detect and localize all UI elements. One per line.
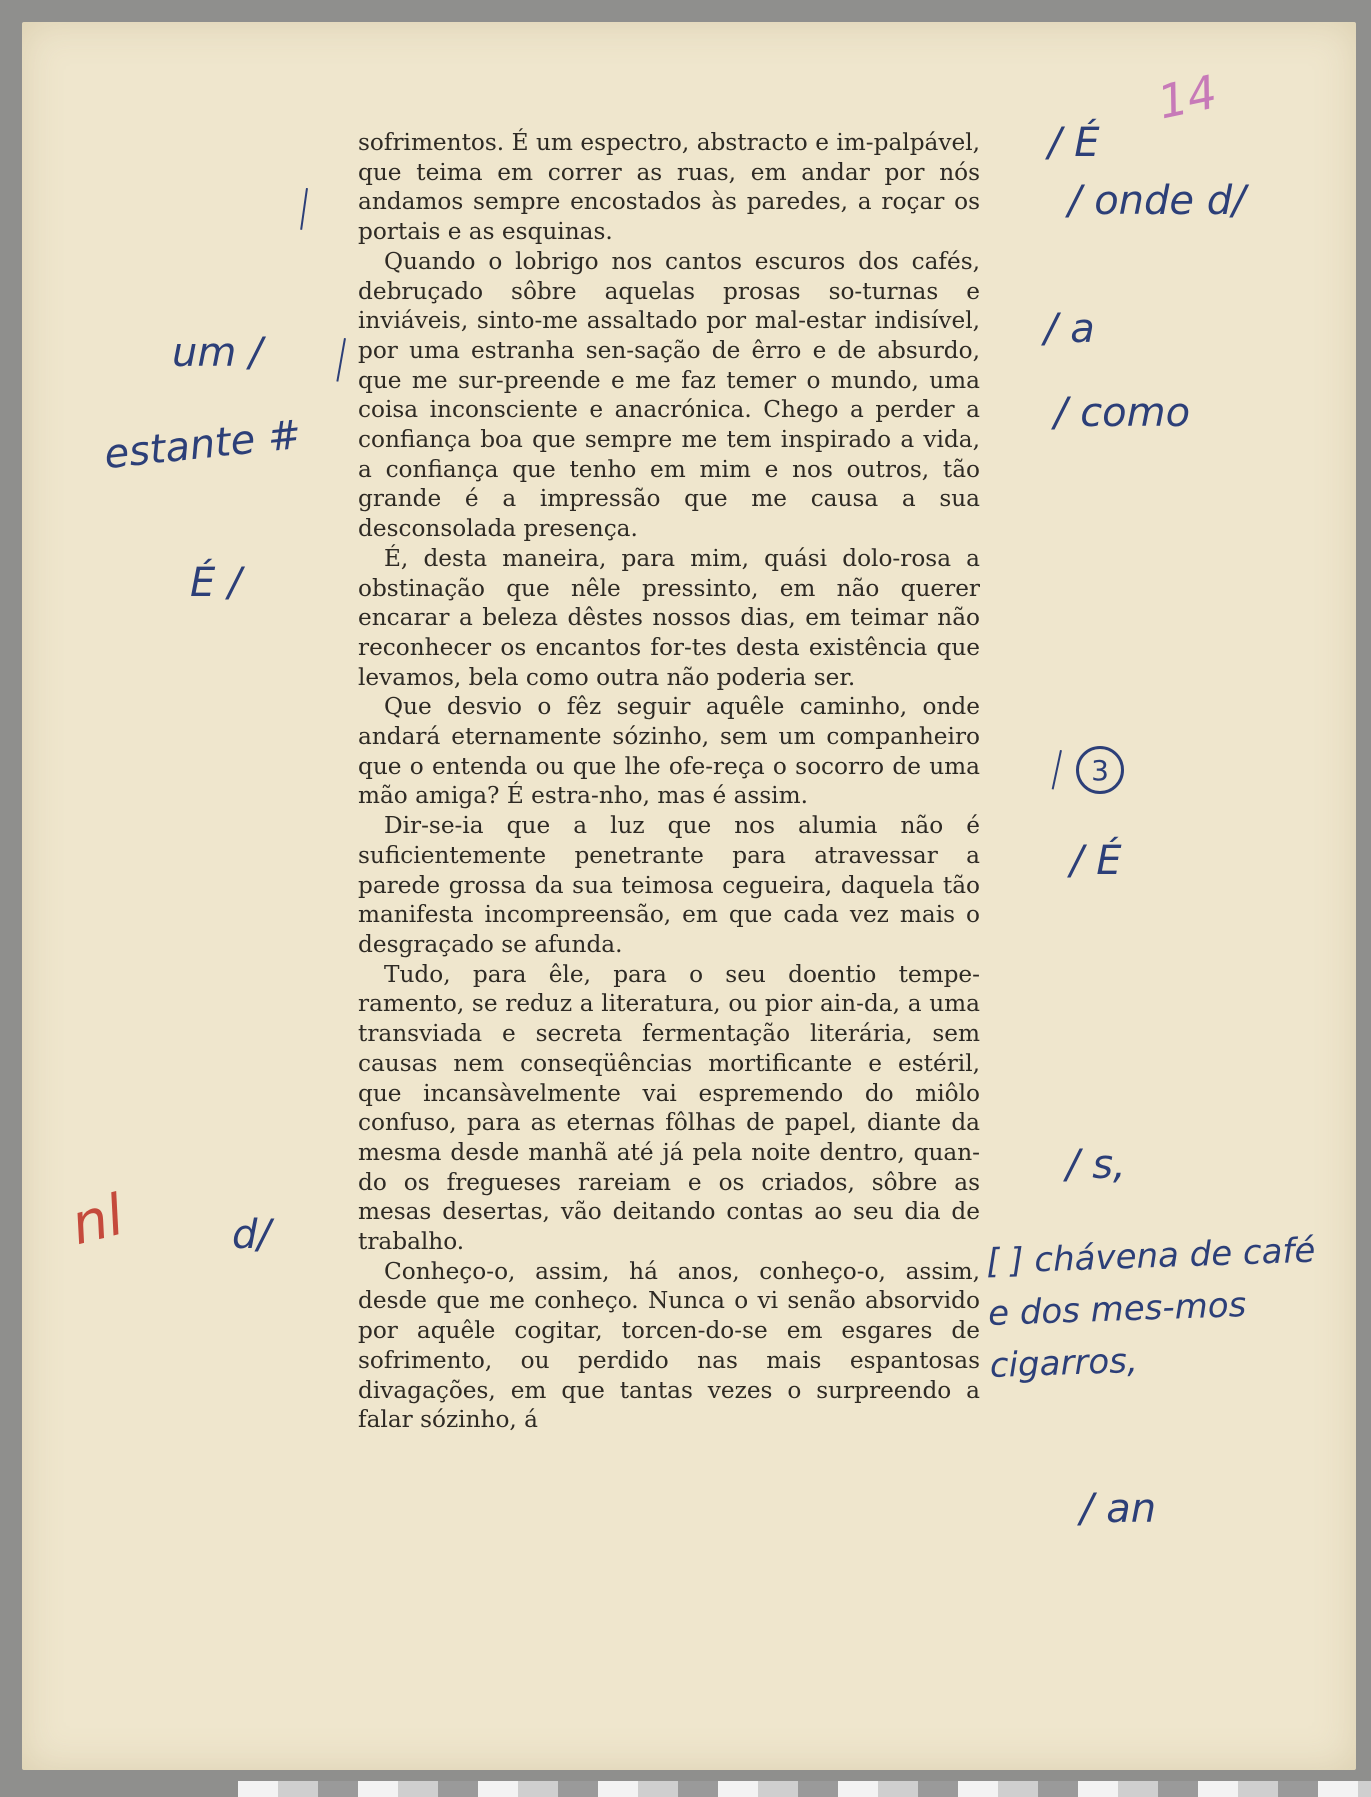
- margin-note-left: estante #: [102, 411, 304, 479]
- margin-note-right: / É: [1070, 838, 1122, 884]
- scan-color-bar: [238, 1781, 1371, 1797]
- paragraph: Conheço-o, assim, há anos, conheço-o, assim, desde que me conheço. Nunca o vi senão absorvido por aquêle cogitar, torcen-do-se em esgares de sofrimento, ou perdido nas mais espantosas divagações, em que tantas vezes o surpreendo a falar sózinho, á: [358, 1257, 980, 1434]
- page-number: 14: [1153, 64, 1222, 130]
- margin-note-right: / a: [1044, 306, 1095, 352]
- paragraph: Dir-se-ia que a luz que nos alumia não é suficientemente penetrante para atravessar a parede grossa da sua teimosa cegueira, daquela tão manifesta incompreensão, em que cada vez mais o desgraçado se afunda.: [358, 812, 980, 958]
- circled-number: 3: [1076, 746, 1124, 794]
- margin-note-right: / como: [1054, 390, 1191, 436]
- paragraph: Que desvio o fêz seguir aquêle caminho, onde andará eternamente sózinho, sem um companheiro que o entenda ou que lhe ofe-reça o socorro de uma mão amiga? É estra-nho, mas é assim.: [358, 693, 980, 810]
- paragraph: Quando o lobrigo nos cantos escuros dos cafés, debruçado sôbre aquelas prosas so-turnas e inviáveis, sinto-me assaltado por mal-estar indisível, por uma estranha sen-sação de êrro e de absurdo, que me sur-preende e me faz temer o mundo, uma coisa inconsciente e anacrónica. Chego a perder a confiança boa que sempre me tem inspirado a vida, a confiança que tenho em mim e nos outros, tão grande é a impressão que me causa a sua desconsolada presença.: [358, 247, 980, 543]
- margin-note-right-insertion: [ ] chávena de café e dos mes-mos cigarros,: [985, 1230, 1316, 1386]
- printed-text-column: [358, 128, 980, 1435]
- margin-note-right: / an: [1080, 1486, 1157, 1532]
- paragraph: É, desta maneira, para mim, quási dolo-rosa a obstinação que nêle pressinto, em não querer encarar a beleza dêstes nossos dias, em teimar não reconhecer os encantos for-tes desta existência que levamos, bela como outra não poderia ser.: [358, 544, 980, 691]
- margin-note-right: / onde d/: [1068, 178, 1246, 224]
- margin-note-left: d/: [232, 1212, 271, 1258]
- margin-note-left: um /: [172, 330, 263, 376]
- margin-note-right: / s,: [1066, 1142, 1126, 1188]
- paragraph: sofrimentos. É um espectro, abstracto e im-palpável, que teima em correr as ruas, em andar por nós andamos sempre encostados às paredes, a roçar os portais e as esquinas.: [358, 129, 980, 246]
- margin-note-left-red: nl: [64, 1182, 131, 1259]
- margin-note-left: É /: [190, 560, 242, 606]
- margin-note-right: / É: [1048, 120, 1100, 166]
- paragraph: Tudo, para êle, para o seu doentio tempe-ramento, se reduz a literatura, ou pior ain-da, a uma transviada e secreta fermentação literária, sem causas nem conseqüências mortificante e estéril, que incansàvelmente vai espremendo do miôlo confuso, para as eternas fôlhas de papel, diante da mesma desde manhã até já pela noite dentro, quan-do os fregueses rareiam e os criados, sôbre as mesas desertas, vão deitando contas ao seu dia de trabalho.: [358, 960, 980, 1256]
